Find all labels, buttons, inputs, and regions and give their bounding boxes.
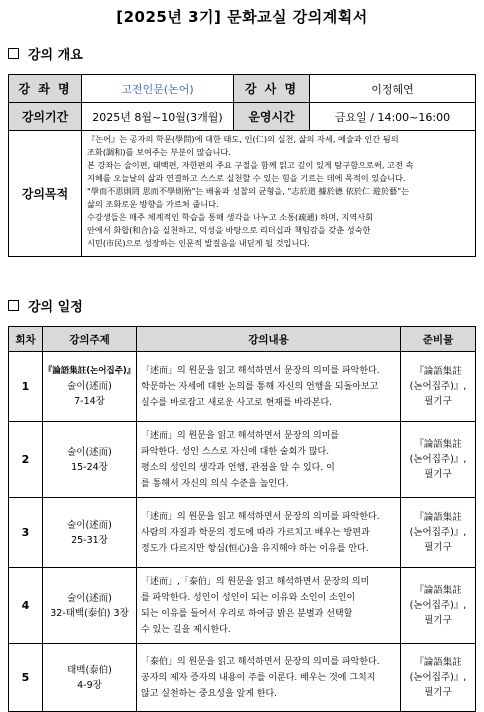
header-materials: 준비물 bbox=[401, 327, 476, 352]
session-topic bbox=[43, 644, 137, 712]
content-line: 「述而」의 원문을 읽고 해석하면서 문장의 의미를 bbox=[141, 430, 340, 441]
section-schedule-heading bbox=[8, 296, 83, 315]
content-line: 수 있는 길을 제시한다. bbox=[141, 624, 231, 635]
topic-line: 술이(述而) bbox=[67, 446, 112, 458]
prep-line: 필기구 bbox=[424, 469, 452, 480]
lecturer-label: 강 사 명 bbox=[234, 75, 310, 103]
header-topic: 강의주제 bbox=[43, 327, 137, 352]
prep-line: 『論語集註 bbox=[414, 512, 462, 523]
session-materials bbox=[401, 422, 476, 498]
session-number: 4 bbox=[9, 568, 43, 644]
goal-line: 본 강좌는 술이편, 태백편, 자한편의 주요 구절을 함께 읽고 깊이 있게 탐구함으로써, 고전 속 bbox=[87, 160, 414, 170]
content-line: 「述而」의 원문을 읽고 해석하면서 문장의 의미를 파악한다. bbox=[141, 365, 380, 376]
session-materials bbox=[401, 644, 476, 712]
topic-line: 술이(述而) bbox=[67, 592, 112, 604]
topic-line: 술이(述而) bbox=[67, 381, 112, 392]
content-line: 되는 이유를 들어서 우리로 하여금 밝은 분별과 선택할 bbox=[141, 608, 353, 619]
table-row bbox=[9, 644, 476, 712]
content-line: 「述而」,「泰伯」의 원문을 읽고 해석하면서 문장의 의미 bbox=[141, 576, 370, 587]
prep-line: 필기구 bbox=[424, 615, 452, 626]
content-line: 학문하는 자세에 대한 논의를 통해 자신의 언행을 되돌아보고 bbox=[141, 381, 379, 392]
goal-line: 지혜를 오늘날의 삶과 연결하고 스스로 실천할 수 있는 힘을 기르는 데에 목적이 있습니다. bbox=[87, 173, 406, 183]
course-name-value: 고전인문(논어) bbox=[82, 75, 234, 103]
goal-line: 안에서 화합(和合)을 실천하고, 덕성을 바탕으로 리더십과 책임감을 갖춘 성숙한 bbox=[87, 225, 371, 235]
session-number: 5 bbox=[9, 644, 43, 712]
session-content bbox=[137, 498, 401, 568]
session-materials bbox=[401, 568, 476, 644]
prep-line: 『論語集註 bbox=[414, 585, 462, 596]
course-name-label: 강 좌 명 bbox=[9, 75, 82, 103]
content-line: 「述而」의 원문을 읽고 해석하면서 문장의 의미를 파악한다. bbox=[141, 511, 380, 522]
session-topic bbox=[43, 568, 137, 644]
section-overview-heading bbox=[8, 44, 83, 63]
header-content: 강의내용 bbox=[137, 327, 401, 352]
session-number: 1 bbox=[9, 352, 43, 422]
session-topic bbox=[43, 498, 137, 568]
prep-line: (논어집주)』, bbox=[409, 381, 467, 392]
content-line: 않고 실천하는 중요성을 알게 한다. bbox=[141, 688, 278, 699]
checkbox-square-icon bbox=[8, 48, 19, 59]
prep-line: (논어집주)』, bbox=[409, 672, 467, 683]
session-topic bbox=[43, 422, 137, 498]
prep-line: 『論語集註 bbox=[414, 657, 462, 668]
prep-line: 필기구 bbox=[424, 396, 452, 407]
checkbox-square-icon bbox=[8, 300, 19, 311]
session-number: 2 bbox=[9, 422, 43, 498]
topic-line: 태백(泰伯) bbox=[67, 664, 112, 676]
schedule-table bbox=[8, 326, 476, 712]
content-line: 를 통해서 자신의 의식 수준을 높인다. bbox=[141, 478, 289, 489]
goal-line: 수강생들은 매주 체계적인 학습을 통해 생각을 나누고 소통(疏通) 하며, 지역사회 bbox=[87, 212, 374, 222]
topic-line: 술이(述而) bbox=[67, 519, 112, 531]
content-line: 를 파악한다. 성인이 성인이 되는 이유와 소인이 소인이 bbox=[141, 592, 356, 603]
topic-line: 15-24장 bbox=[71, 461, 108, 473]
period-label: 강의기간 bbox=[9, 103, 82, 131]
content-line: 평소의 성인의 생각과 언행, 관점을 알 수 있다. 이 bbox=[141, 462, 335, 473]
section-schedule-title: 강의 일정 bbox=[28, 300, 83, 315]
document-title: [2025년 3기] 문화교실 강의계획서 bbox=[116, 8, 368, 26]
content-line: 실수를 바로잡고 새로운 사고로 현재를 바라본다. bbox=[141, 397, 333, 408]
table-row bbox=[9, 568, 476, 644]
content-line: 사람의 자질과 학문의 정도에 따라 가르치고 배우는 방편과 bbox=[141, 527, 370, 538]
session-content bbox=[137, 352, 401, 422]
table-row bbox=[9, 498, 476, 568]
goal-label: 강의목적 bbox=[9, 131, 82, 257]
session-materials bbox=[401, 498, 476, 568]
period-value: 2025년 8월~10월(3개월) bbox=[82, 103, 234, 131]
goal-text bbox=[82, 131, 476, 257]
prep-line: 『論語集註 bbox=[414, 366, 462, 377]
content-line: 공자의 제자 증자의 내용이 주를 이룬다. 배우는 것에 그치지 bbox=[141, 672, 376, 683]
section-overview-title: 강의 개요 bbox=[28, 48, 83, 63]
topic-line: 『論語集註(논어집주)』 bbox=[43, 366, 136, 376]
session-materials bbox=[401, 352, 476, 422]
time-value: 금요일 / 14:00~16:00 bbox=[310, 103, 476, 131]
goal-line: 삶의 조화로운 방향을 가르쳐 줍니다. bbox=[87, 199, 219, 209]
content-line: 「泰伯」의 원문을 읽고 해석하면서 문장의 의미를 파악한다. bbox=[141, 656, 380, 667]
table-row bbox=[9, 422, 476, 498]
goal-line: 『논어』는 공자의 학문(學問)에 대한 태도, 인(仁)의 실천, 삶의 자세, 예술과 인간 됨의 bbox=[87, 134, 399, 144]
session-content bbox=[137, 568, 401, 644]
header-session: 회차 bbox=[9, 327, 43, 352]
goal-line: "學而不思則罔 思而不學則殆"는 배움과 성찰의 균형을, "志於道 據於德 依於仁 遊於藝"는 bbox=[87, 186, 409, 196]
topic-line: 4-9장 bbox=[77, 679, 102, 691]
session-content bbox=[137, 644, 401, 712]
goal-line: 시민(市民)으로 성장하는 인문적 발걸음을 내딛게 될 것입니다. bbox=[87, 238, 310, 248]
goal-line: 조화(調和)를 보여주는 부분이 많습니다. bbox=[87, 147, 231, 157]
prep-line: 필기구 bbox=[424, 687, 452, 698]
topic-line: 32-태백(泰伯) 3장 bbox=[50, 607, 129, 619]
lecturer-value: 이정혜연 bbox=[310, 75, 476, 103]
content-line: 정도가 다르지만 항심(恒心)을 유지해야 하는 이유를 안다. bbox=[141, 543, 369, 554]
prep-line: (논어집주)』, bbox=[409, 600, 467, 611]
time-label: 운영시간 bbox=[234, 103, 310, 131]
prep-line: (논어집주)』, bbox=[409, 527, 467, 538]
topic-line: 25-31장 bbox=[71, 534, 108, 546]
table-row bbox=[9, 352, 476, 422]
prep-line: 필기구 bbox=[424, 542, 452, 553]
overview-table bbox=[8, 74, 476, 257]
session-content bbox=[137, 422, 401, 498]
prep-line: 『論語集註 bbox=[414, 439, 462, 450]
topic-line: 7-14장 bbox=[74, 396, 105, 407]
session-topic bbox=[43, 352, 137, 422]
session-number: 3 bbox=[9, 498, 43, 568]
prep-line: (논어집주)』, bbox=[409, 454, 467, 465]
content-line: 파악한다. 성인 스스로 자신에 대한 술회가 많다. bbox=[141, 446, 330, 457]
